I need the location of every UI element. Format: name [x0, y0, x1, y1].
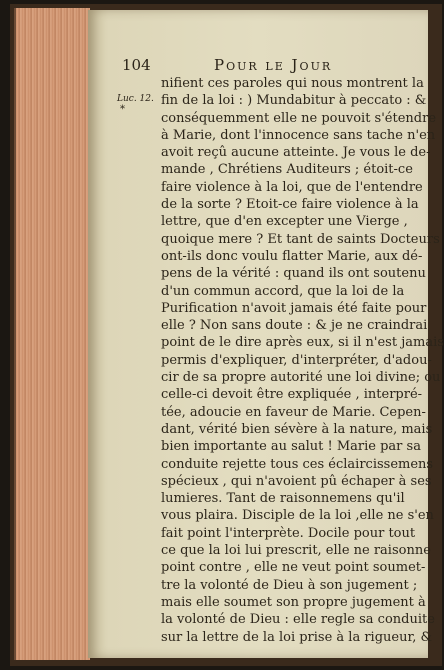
- text-line: permis d'expliquer, d'interpréter, d'adou-: [161, 352, 432, 368]
- text-line: lumieres. Tant de raisonnemens qu'il: [161, 491, 405, 507]
- text-line: bien importante au salut ! Marie par sa: [161, 439, 421, 455]
- text-line: nifient ces paroles qui nous montrent la: [161, 76, 424, 91]
- text-line: elle ? Non sans doute : & je ne craindrai: [161, 318, 428, 334]
- text-line: lettre, que d'en excepter une Vierge ,: [161, 214, 408, 230]
- text-line: fait point l'interprète. Docile pour tout: [161, 525, 416, 541]
- text-line: faire violence à la loi, que de l'entendre: [161, 179, 423, 195]
- text-line: Purification n'avoit jamais été faite pour: [161, 300, 427, 316]
- text-line: mande , Chrétiens Auditeurs ; étoit-ce: [161, 162, 413, 178]
- text-line: la volonté de Dieu : elle regle sa conduite: [161, 612, 435, 628]
- text-line: fin de la loi : ) Mundabitur à peccato : &: [161, 93, 427, 109]
- text-line: de la sorte ? Etoit-ce faire violence à la: [161, 197, 419, 213]
- text-line: dant, vérité bien sévère à la nature, mais: [161, 421, 433, 437]
- text-line: avoit reçû aucune atteinte. Je vous le de-: [161, 145, 431, 161]
- text-line: celle-ci devoit être expliquée , interpré-: [161, 387, 423, 403]
- text-line: sur la lettre de la loi prise à la rigueur, &: [161, 629, 433, 645]
- text-line: mais elle soumet son propre jugement à: [161, 594, 426, 610]
- text-line: ont-ils donc voulu flatter Marie, aux dé-: [161, 248, 423, 264]
- margin-mark: *: [120, 104, 125, 115]
- text-line: ce que la loi lui prescrit, elle ne raisonne: [161, 543, 431, 559]
- text-line: conduite rejette tous ces éclaircissemens: [161, 456, 434, 472]
- page-edges: [14, 8, 90, 660]
- running-title: Pour le Jour: [214, 56, 333, 74]
- text-line: spécieux , qui n'avoient pû échaper à ses: [161, 473, 432, 489]
- text-line: cir de sa propre autorité une loi divine; ou: [161, 370, 441, 386]
- text-line: quoique mere ? Et tant de saints Docteurs: [161, 231, 440, 247]
- margin-reference: Luc. 12.: [117, 94, 154, 104]
- text-line: tée, adoucie en faveur de Marie. Cepen-: [161, 404, 426, 420]
- page-number: 104: [122, 56, 151, 74]
- text-line: à Marie, dont l'innocence sans tache n'en: [161, 127, 436, 143]
- text-line: vous plaira. Disciple de la loi ,elle ne s'en: [161, 508, 434, 524]
- text-line: pens de la vérité : quand ils ont soutenu: [161, 266, 426, 282]
- text-line: conséquemment elle ne pouvoit s'étendre: [161, 110, 437, 126]
- text-line: point contre , elle ne veut point soumet-: [161, 560, 426, 576]
- text-line: point de le dire après eux, si il n'est jamais: [161, 335, 444, 351]
- text-line: tre la volonté de Dieu à son jugement ;: [161, 577, 418, 593]
- body-text: [161, 75, 444, 646]
- page-header: [122, 56, 422, 76]
- text-line: d'un commun accord, que la loi de la: [161, 283, 405, 299]
